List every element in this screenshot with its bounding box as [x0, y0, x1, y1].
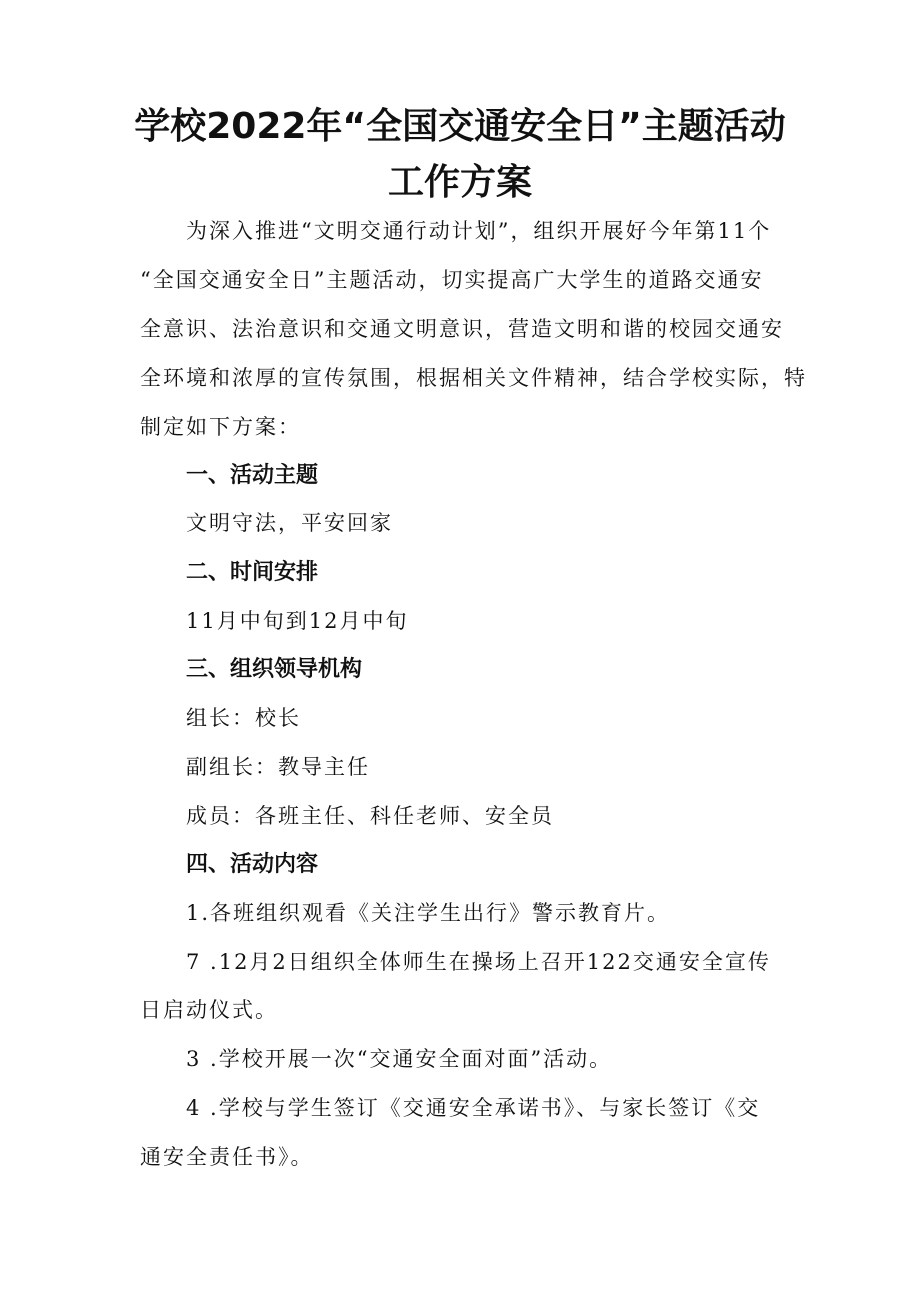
intro-line-3: 全意识、法治意识和交通文明意识，营造文明和谐的校园交通安 [140, 317, 784, 341]
activity-item-2-line-2: 日启动仪式。 [140, 998, 278, 1022]
intro-line-1: 为深入推进“文明交通行动计划”，组织开展好今年第11个 [186, 219, 772, 243]
intro-line-5: 制定如下方案： [140, 415, 301, 439]
section-heading-schedule: 二、时间安排 [186, 560, 319, 585]
intro-line-2: “全国交通安全日”主题活动，切实提高广大学生的道路交通安 [140, 268, 764, 292]
section-text-schedule: 11月中旬到12月中旬 [186, 609, 409, 633]
section-heading-theme: 一、活动主题 [186, 463, 319, 488]
activity-item-4-line-2: 通安全责任书》。 [140, 1145, 314, 1169]
section-text-theme: 文明守法，平安回家 [186, 511, 393, 535]
document-title-line-1: 学校2022年“全国交通安全日”主题活动 [134, 106, 786, 147]
activity-item-3: 3 .学校开展一次“交通安全面对面”活动。 [186, 1047, 613, 1071]
org-leader: 组长：校长 [186, 706, 301, 730]
section-heading-organization: 三、组织领导机构 [186, 657, 363, 682]
activity-item-2-line-1: 7 .12月2日组织全体师生在操场上召开122交通安全宣传 [186, 950, 771, 974]
org-members: 成员：各班主任、科任老师、安全员 [186, 804, 554, 828]
section-heading-activities: 四、活动内容 [186, 852, 319, 877]
activity-item-4-line-1: 4 .学校与学生签订《交通安全承诺书》、与家长签订《交 [186, 1096, 761, 1120]
org-deputy: 副组长：教导主任 [186, 755, 370, 779]
document-title-line-2: 工作方案 [387, 162, 532, 203]
activity-item-1: 1.各班组织观看《关注学生出行》警示教育片。 [186, 901, 671, 925]
intro-line-4: 全环境和浓厚的宣传氛围，根据相关文件精神，结合学校实际，特 [140, 366, 807, 390]
